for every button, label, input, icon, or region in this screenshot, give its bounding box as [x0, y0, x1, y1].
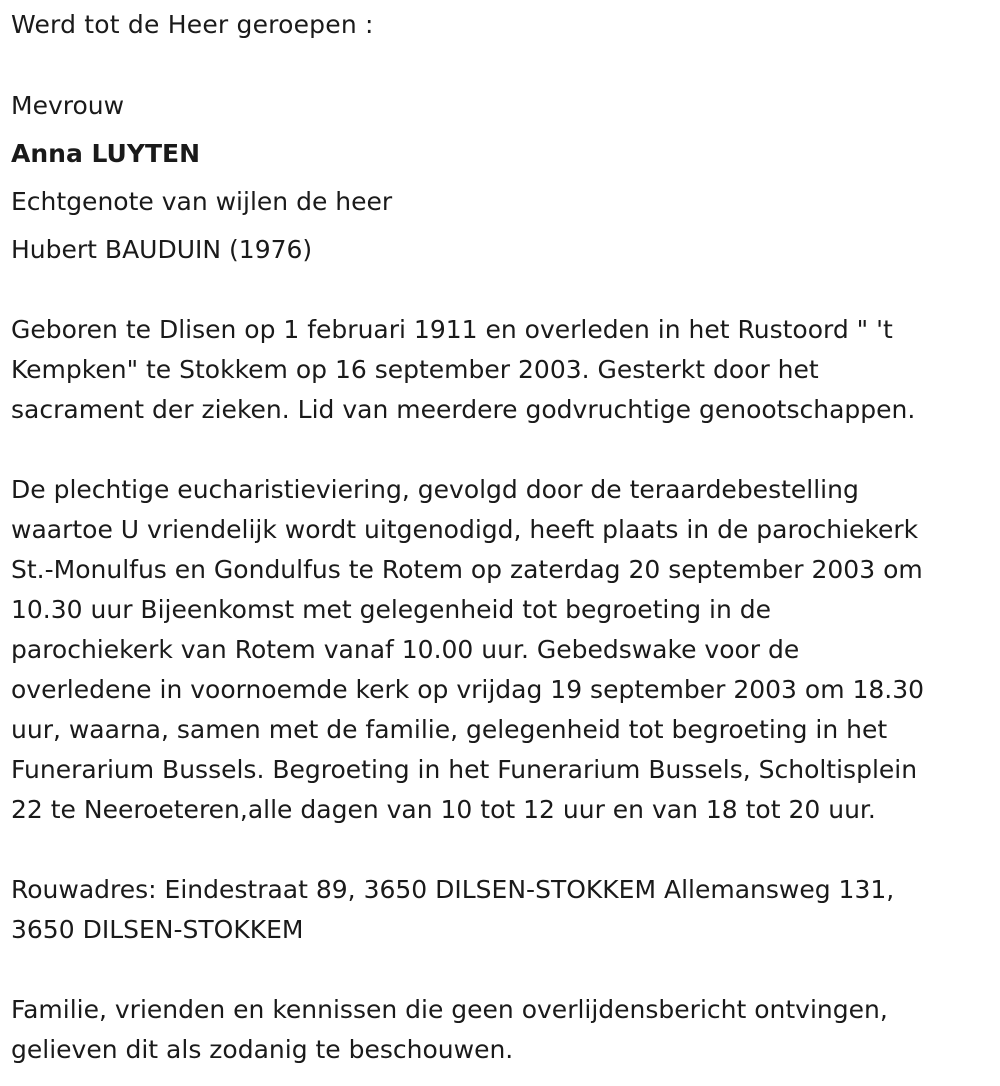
paragraph-line: parochiekerk van Rotem vanaf 10.00 uur. Gebedswake voor de [11, 635, 800, 664]
paragraph-line: uur, waarna, samen met de familie, gelegenheid tot begroeting in het [11, 715, 888, 744]
spouse-name: Hubert BAUDUIN (1976) [11, 235, 313, 264]
spouse-intro: Echtgenote van wijlen de heer [11, 187, 393, 216]
ceremony-paragraph [11, 470, 993, 830]
paragraph-line: waartoe U vriendelijk wordt uitgenodigd, heeft plaats in de parochiekerk [11, 515, 919, 544]
birth-death-paragraph [11, 310, 993, 430]
paragraph-line: 3650 DILSEN-STOKKEM [11, 915, 304, 944]
notice-heading: Werd tot de Heer geroepen : [11, 10, 374, 39]
paragraph-line: 10.30 uur Bijeenkomst met gelegenheid tot begroeting in de [11, 595, 771, 624]
mourning-address-paragraph [11, 870, 993, 950]
paragraph-line: gelieven dit als zodanig te beschouwen. [11, 1035, 514, 1064]
closing-paragraph [11, 990, 993, 1070]
paragraph-line: sacrament der zieken. Lid van meerdere godvruchtige genootschappen. [11, 395, 916, 424]
paragraph-line: Kempken" te Stokkem op 16 september 2003. Gesterkt door het [11, 355, 819, 384]
paragraph-line: Rouwadres: Eindestraat 89, 3650 DILSEN-STOKKEM Allemansweg 131, [11, 875, 895, 904]
paragraph-line: Geboren te Dlisen op 1 februari 1911 en overleden in het Rustoord " 't [11, 315, 893, 344]
title-prefix: Mevrouw [11, 91, 125, 120]
paragraph-line: De plechtige eucharistieviering, gevolgd door de teraardebestelling [11, 475, 859, 504]
paragraph-line: Funerarium Bussels. Begroeting in het Funerarium Bussels, Scholtisplein [11, 755, 918, 784]
paragraph-line: 22 te Neeroeteren,alle dagen van 10 tot 12 uur en van 18 tot 20 uur. [11, 795, 876, 824]
paragraph-line: Familie, vrienden en kennissen die geen overlijdensbericht ontvingen, [11, 995, 888, 1024]
deceased-name: Anna LUYTEN [11, 139, 201, 168]
paragraph-line: St.-Monulfus en Gondulfus te Rotem op zaterdag 20 september 2003 om [11, 555, 923, 584]
paragraph-line: overledene in voornoemde kerk op vrijdag 19 september 2003 om 18.30 [11, 675, 925, 704]
